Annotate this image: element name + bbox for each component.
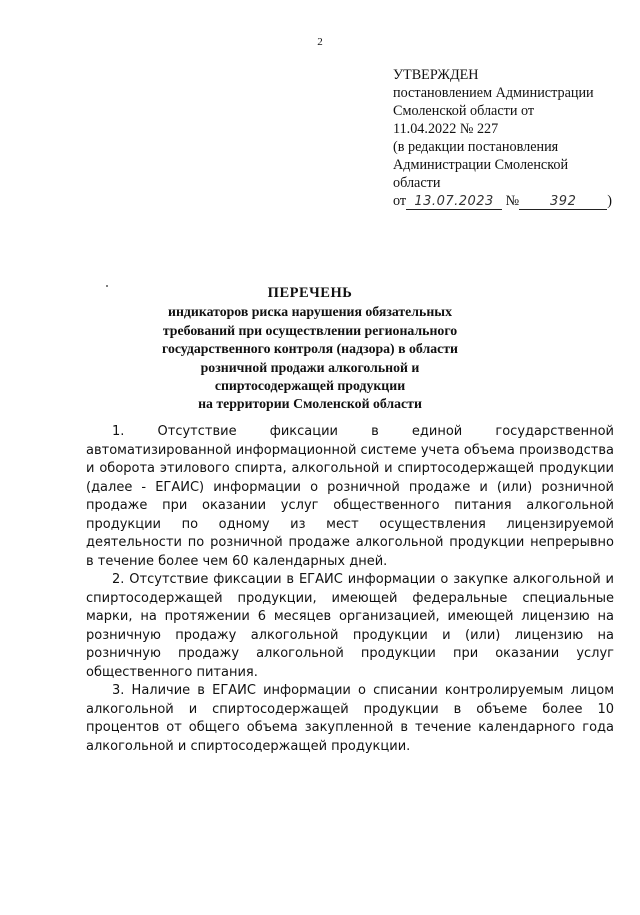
heading-line: на территории Смоленской области (198, 396, 422, 412)
handwritten-date: 13.07.2023 (406, 194, 502, 210)
handwritten-number: 392 (519, 194, 607, 210)
heading-line: спиртосодержащей продукции (214, 378, 406, 394)
document-body (86, 423, 614, 756)
approval-line: постановлением Администрации (393, 85, 594, 101)
paragraph-item-3: 3. Наличие в ЕГАИС информации о списании контролируемым лицом алкогольной и спиртосодержащей продукции в объеме более 10 процентов от общего объема закупленной в течение календарного года алкогольной и спиртосодержащей продукции. (86, 683, 614, 754)
heading-line: государственного контроля (надзора) в области (162, 341, 458, 357)
paragraph-item-1: 1. Отсутствие фиксации в единой государственной автоматизированной информационной системе учета объема производства и оборота этилового спирта, алкогольной и спиртосодержащей продукции (далее - ЕГАИС) информации о розничной продаже и (или) розничной продаже при оказании услуг общественного питания алкогольной продукции по одному из мест осуществления лицензируемой деятельности по розничной продаже алкогольной продукции непрерывно в течение более чем 60 календарных дней. (86, 424, 614, 569)
heading-line: требований при осуществлении регионального (162, 322, 458, 338)
document-heading (100, 284, 520, 414)
approval-stamp (393, 66, 623, 210)
approval-line: 11.04.2022 № 227 (393, 121, 499, 137)
approval-line: Администрации Смоленской (393, 157, 569, 173)
heading-line: индикаторов риска нарушения обязательных (168, 304, 452, 320)
closing-paren: ) (607, 193, 612, 209)
paragraph-item-2: 2. Отсутствие фиксации в ЕГАИС информации о закупке алкогольной и спиртосодержащей продукции, имеющей федеральные специальные марки, на протяжении 6 месяцев организацией, имеющей лицензию на розничную продажу алкогольной продукции и (или) лицензию на розничную продажу алкогольной продукции при оказании услуг общественного питания. (86, 572, 614, 680)
document-title: ПЕРЕЧЕНЬ (267, 285, 353, 301)
number-label: № (505, 193, 520, 209)
approval-line: (в редакции постановления (393, 139, 559, 155)
approval-line: области (393, 175, 441, 191)
approval-line: Смоленской области от (393, 103, 535, 119)
page-number: 2 (317, 36, 323, 48)
approval-date-number-line (393, 192, 623, 210)
approval-line: УТВЕРЖДЕН (393, 67, 479, 83)
heading-line: розничной продажи алкогольной и (200, 359, 420, 375)
from-label: от (393, 193, 407, 209)
